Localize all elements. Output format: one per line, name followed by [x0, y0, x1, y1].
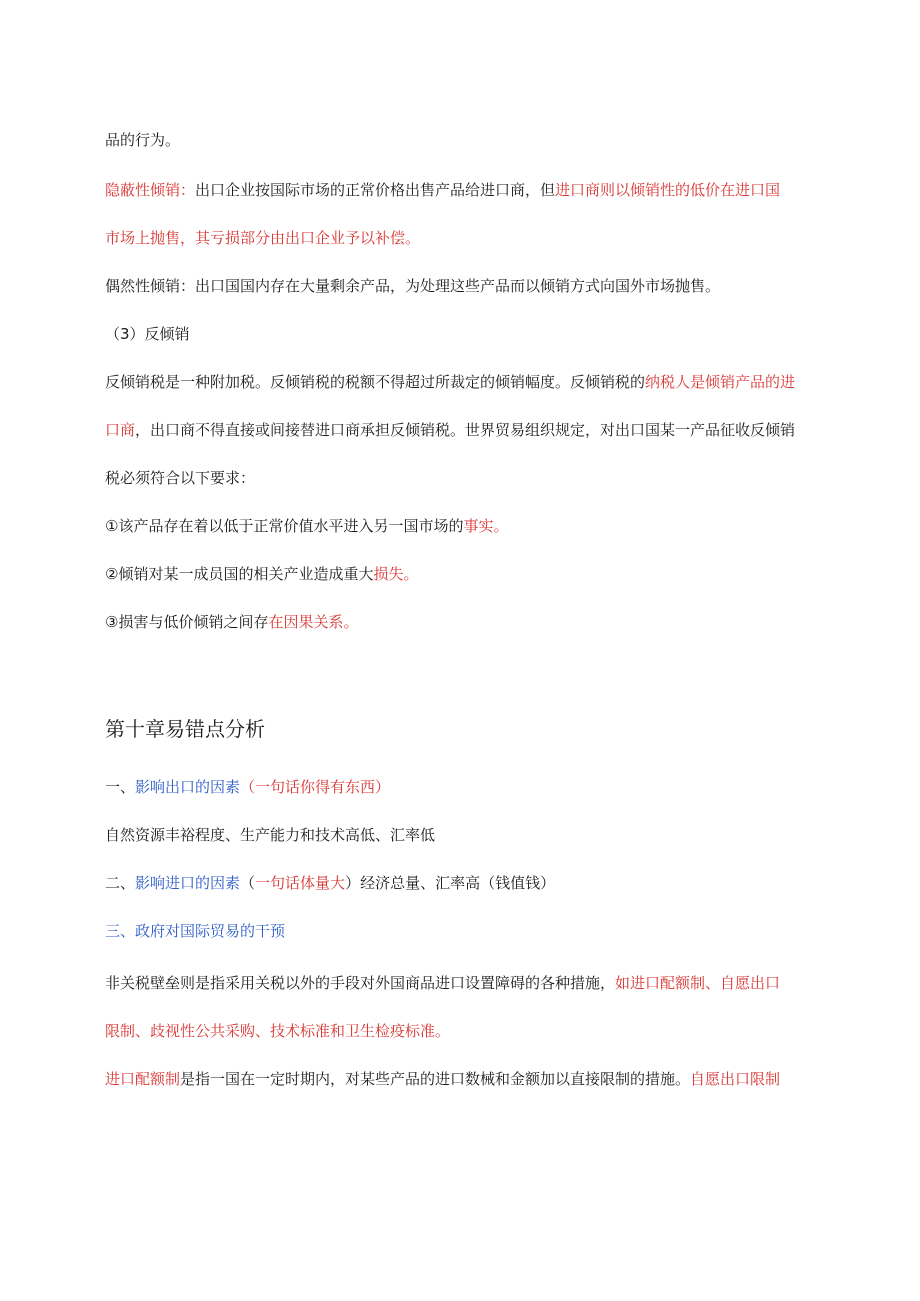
text: 自然资源丰裕程度、生产能力和技术高低、汇率低	[105, 826, 436, 844]
highlight-text: 市场上抛售，其亏损部分由出口企业予以补偿。	[105, 229, 421, 247]
requirement-item-3	[105, 612, 358, 632]
paragraph-non-tariff-barriers	[105, 973, 780, 993]
highlight-text: 纳税人是倾销产品的进	[645, 373, 796, 391]
text: 非关税壁垒则是指采用关税以外的手段对外国商品进口设置障碍的各种措施，	[105, 974, 616, 992]
text: ②倾销对某一成员国的相关产业造成重大	[105, 565, 374, 583]
highlight-text: （一句话你得有东西）	[240, 778, 391, 796]
paragraph-sporadic-dumping	[105, 276, 720, 296]
highlight-text: 事实。	[463, 517, 509, 535]
text: 二、	[105, 874, 136, 892]
term-label: 隐蔽性倾销：	[105, 181, 196, 199]
text: （	[240, 874, 256, 892]
highlight-text: 自愿出口限制	[690, 1070, 781, 1088]
highlight-text: 口商	[105, 421, 136, 439]
text: 品的行为。	[105, 131, 181, 149]
text: 反倾销税是一种附加税。反倾销税的税额不得超过所裁定的倾销幅度。反倾销税的	[105, 373, 646, 391]
term-label: 进口配额制	[105, 1070, 181, 1088]
heading-text: 三、政府对国际贸易的干预	[105, 922, 286, 940]
text: 是指一国在一定时期内，对某些产品的进口数械和金额加以直接限制的措施。	[180, 1070, 691, 1088]
paragraph-hidden-dumping	[105, 180, 780, 200]
paragraph-line	[105, 130, 180, 150]
highlight-text: 限制、歧视性公共采购、技术标准和卫生检疫标准。	[105, 1022, 451, 1040]
highlight-text: 损失。	[373, 565, 419, 583]
heading-text: 影响进口的因素	[135, 874, 241, 892]
section-heading-export-factors	[105, 777, 390, 797]
text: 一、	[105, 778, 136, 796]
paragraph-anti-dumping-tax	[105, 372, 795, 392]
requirement-item-1	[105, 516, 508, 536]
highlight-text: 进口商则以倾销性的低价在进口国	[555, 181, 781, 199]
paragraph-line	[105, 468, 255, 488]
paragraph-import-quota	[105, 1069, 780, 1089]
text: （3）反倾销	[105, 325, 190, 343]
chapter-title: 第十章易错点分析	[105, 717, 265, 741]
section-heading-government-intervention	[105, 921, 285, 941]
paragraph-line	[105, 825, 435, 845]
heading-text: 影响出口的因素	[135, 778, 241, 796]
paragraph-line	[105, 420, 795, 440]
paragraph-line	[105, 1021, 450, 1041]
requirement-item-2	[105, 564, 418, 584]
highlight-text: 在因果关系。	[268, 613, 359, 631]
text: 出口企业按国际市场的正常价格出售产品给进口商，但	[195, 181, 556, 199]
text: ）经济总量、汇率高（钱值钱）	[345, 874, 556, 892]
highlight-text: 一句话体量大	[255, 874, 346, 892]
text: 税必须符合以下要求：	[105, 469, 256, 487]
text: 偶然性倾销：出口国国内存在大量剩余产品，为处理这些产品而以倾销方式向国外市场抛售。	[105, 277, 721, 295]
text: ③损害与低价倾销之间存	[105, 613, 269, 631]
highlight-text: 如进口配额制、自愿出口	[615, 974, 781, 992]
text: ，出口商不得直接或间接替进口商承担反倾销税。世界贸易组织规定，对出口国某一产品征收反倾销	[135, 421, 796, 439]
subheading-anti-dumping	[105, 324, 190, 344]
text: ①该产品存在着以低于正常价值水平进入另一国市场的	[105, 517, 464, 535]
section-heading-import-factors	[105, 873, 555, 893]
paragraph-line	[105, 228, 420, 248]
